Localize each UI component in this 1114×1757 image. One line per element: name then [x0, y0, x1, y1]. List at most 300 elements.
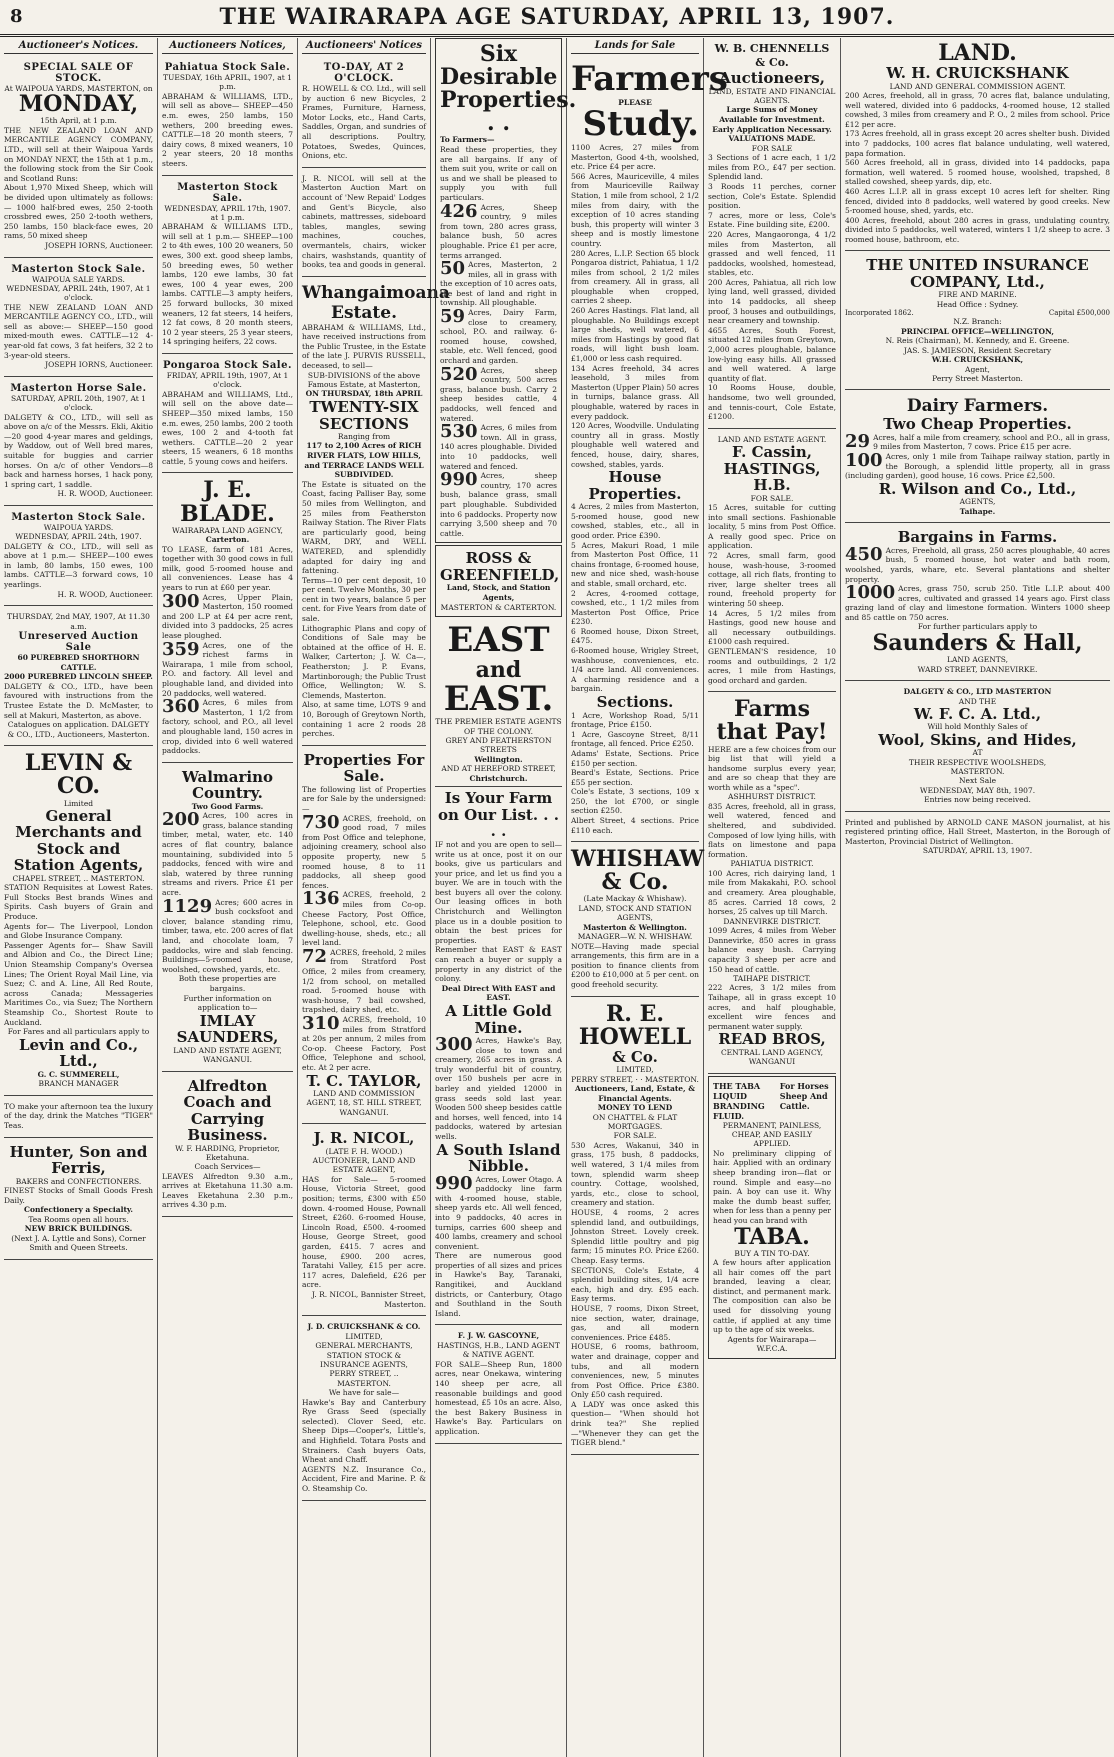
dairy-title: Dairy Farmers.	[906, 396, 1049, 417]
blade-sub: WAIRARAPA LAND AGENCY,	[172, 525, 283, 535]
column-heading: Auctioneers Notices,	[162, 38, 293, 54]
two-cheap-title: Two Cheap Properties.	[883, 415, 1072, 434]
acres-number: 300	[162, 590, 200, 612]
chennells-ad	[708, 38, 836, 429]
column-3	[298, 38, 450, 1757]
east-grey: GREY AND FEATHERSTON STREETS	[445, 736, 552, 755]
imlay-sub: LAND AND ESTATE AGENT, WANGANUI.	[173, 1045, 282, 1065]
acres-number: 730	[302, 811, 340, 833]
printed-by: Printed and published by ARNOLD CANE MASON journalist, at his registered printing office, Hall Street, Masterton, in the Borough of Masterton, Provincial District of Wellington.	[845, 817, 1110, 846]
levin-tagline: General Merchants and Stock and Station Agents,	[13, 806, 144, 875]
newspaper-title: THE WAIRARAPA AGE SATURDAY, APRIL 13, 1907.	[219, 4, 895, 30]
united-insurance-ad	[845, 253, 1110, 390]
page-number: 8	[10, 6, 23, 27]
nicol-title: J. R. NICOL,	[313, 1129, 415, 1148]
six-title: Six Desirable Properties. . .	[440, 41, 577, 137]
whishaw-manager: MANAGER—W. N. WHISHAW.	[577, 932, 693, 942]
levin-manager: G. C. SUMMERELL,	[37, 1069, 120, 1079]
publication-date: SATURDAY, APRIL 13, 1907.	[922, 846, 1033, 856]
nz-branch: N.Z. Branch:	[953, 317, 1002, 327]
blade-listing: 359 Acres, one of the richest farms in Wairarapa, 1 mile from school, P.O. and factory. All level and ploughable land, and divided into 20 paddocks, well watered.	[162, 638, 293, 698]
ad-heading: Masterton Stock Sale.	[177, 181, 278, 204]
property-listing: 300 Acres, Hawke's Bay, close to town and creamery, 265 acres in grass. A truly wonderful bit of country, over 150 bushels per acre in barley and yielded 12000 in grass seeds sold last year. Wooden 500 sheep besides cattle and horses, well fenced, into 14 paddocks, watered by artesian wells.	[435, 1034, 562, 1141]
principal-office: PRINCIPAL OFFICE—WELLINGTON,	[901, 326, 1054, 336]
ad-heading: Masterton Stock Sale.	[11, 511, 146, 523]
wilson-agents: AGENTS,	[959, 497, 996, 507]
chennells-sub: Auctioneers,	[719, 69, 825, 88]
east-title-1: EAST	[447, 619, 550, 660]
cassin-ad	[708, 431, 836, 693]
ad-date: WEDNESDAY, APRIL 24th, 1907.	[15, 532, 142, 542]
next-date: WEDNESDAY, MAY 8th, 1907.	[919, 785, 1036, 795]
property-listing: 520 Acres, sheep country, 500 acres grass, balance bush. Carry 2 sheep besides cattle, 4 paddocks, well fenced and watered.	[440, 363, 557, 423]
howell-listing: HOUSE, 6 rooms, bathroom, water and drainage, copper and tubs, and all modern conveniences, new, 5 minutes from Post Office. Price £380. Only £50 cash required.	[571, 1342, 699, 1400]
district-heading: PAHIATUA DISTRICT.	[730, 859, 814, 869]
howell-for-sale: FOR SALE.	[613, 1131, 657, 1141]
masterton: MASTERTON.	[950, 767, 1005, 776]
ross-greenfield-ad	[435, 545, 562, 617]
district-heading: TAIHAPE DISTRICT.	[733, 974, 811, 984]
farm-listing: 1100 Acres, 27 miles from Masterton, Good 4-th, woolshed, etc. Price £4 per acre.	[571, 142, 699, 172]
farm-listing: 260 Acres Hastings. Flat land, all ploughable. No Buildings except large sheds, well watered, 6 miles from Hastings by good flat roads, will light bush loam. £1,000 or less cash required.	[571, 306, 699, 364]
blade-title: J. E. BLADE.	[180, 477, 275, 527]
acres-number: 136	[302, 888, 340, 910]
cruickshank-list: Hawke's Bay and Canterbury Rye Grass Seed (specially selected). Clover Seed, etc. Sheep Dips—Cooper's, Little's, and Highfield. Totara Posts and Strainers. Cash buyers Oats, Wheat and Chaff.	[302, 1397, 426, 1465]
farmers-title: Farmers	[571, 59, 728, 99]
whangaimoana-ad	[302, 279, 450, 746]
ad-day: MONDAY,	[18, 91, 139, 118]
property-listing: 530 Acres, 6 miles from town. All in grass, 140 acres ploughable. Divided into 10 paddocks, well watered and fenced.	[440, 421, 557, 471]
section-listing: 1 Acre, Workshop Road, 5/11 frontage, Price £150.	[571, 710, 699, 730]
cruickshank-agents: AGENTS N.Z. Insurance Co., Accident, Fire and Marine. P. & O. Steamship Co.	[302, 1464, 426, 1493]
column-6	[704, 38, 841, 1757]
blade-place: Carterton.	[205, 535, 250, 545]
property-listing: 72 ACRES, freehold, 2 miles from Stratford Post Office, 2 miles from creamery, 1/2 from school, on metalled road. 5-roomed house with wash-house, 7 bail cowshed, trapshed, dairy shed, etc.	[302, 945, 426, 1015]
cassin-title: F. Cassin,	[732, 443, 812, 462]
sections-title: Sections.	[596, 693, 674, 712]
ross-sub: Land, Stock, and Station Agents,	[446, 583, 551, 602]
dairy-listing: 29 Acres, half a mile from creamery, school and P.O., all in grass, 9 miles from Masterton, 7 cows. Price £15 per acre.	[845, 430, 1110, 452]
house-listing: 2 Acres, 4-roomed cottage, cowshed, etc., 1 1/2 miles from Masterton Post Office, Price £230.	[571, 588, 699, 627]
special-sale-ad	[4, 58, 153, 258]
howell-address: PERRY STREET, · · MASTERTON.	[571, 1074, 699, 1084]
south-island-title: A South Island Nibble.	[436, 1140, 561, 1176]
howell-sub: Auctioneers, Land, Estate, & Financial Agents.	[574, 1083, 696, 1103]
howell-ad	[571, 999, 699, 1455]
alfredton-owner: W. F. HARDING, Proprietor, Eketahuna.	[175, 1143, 280, 1162]
ad-place: WAIPOUA SALE YARDS.	[32, 274, 125, 284]
acres-number: 72	[302, 945, 328, 967]
whangaimoana-sections: TWENTY-SIX SECTIONS	[309, 398, 419, 433]
directors: N. Reis (Chairman), M. Kennedy, and E. Greene.	[885, 336, 1070, 346]
columns	[0, 38, 1114, 1757]
wool-sales-ad	[845, 683, 1110, 812]
cruickshank-co-ad	[302, 1318, 426, 1500]
property-listing: 730 ACRES, freehold, on good road, 7 miles from Post Office and telephone, adjoining creamery, school also opposite property, new 5 roomed house, 8 to 11 paddocks, all sheep good fences.	[302, 811, 426, 890]
nicol-list: HAS for Sale— 5-roomed House, Victoria Street, good position; terms, £300 with £50 down. 4-roomed House, Pownall Street, £260. 6-roomed House, Lincoln Road, £500. 4-roomed House, George Street, good garden, £415. 7 acres and house, £900. 200 acres, Taratahi Valley, £15 per acre. 117 acres, Dalefield, £26 per acre.	[302, 1174, 426, 1290]
walmarino-ad	[162, 765, 293, 1072]
cruickshank-title: W. H. CRUICKSHANK	[886, 64, 1069, 83]
gascoyne-ad	[435, 1327, 562, 1443]
ad-signature: H. R. WOOD, Auctioneer.	[57, 589, 153, 599]
masterton-sale-ad	[162, 178, 293, 354]
property-listing: 310 ACRES, freehold, 10 miles from Stratford at 20s per annum, 2 miles from Co-op. Cheese Factory, Post Office, Telephone and school, etc. At 2 per acre.	[302, 1013, 426, 1072]
nicol-late: (LATE F. H. WOOD.)	[325, 1146, 403, 1156]
property-listing: 136 ACRES, freehold, 2 miles from Co-op. Cheese Factory, Post Office, Telephone, school, etc. Good dwelling-house, sheds, etc.; all level land.	[302, 888, 426, 948]
ad-line: 2000 PUREBRED LINCOLN SHEEP.	[4, 672, 153, 682]
farms-body: HERE are a few choices from our big list that will yield a handsome surplus every year, and are so cheap that they are worth while as a "spec".	[708, 744, 836, 792]
land-listing: 200 Acres, freehold, all in grass, 70 acres flat, balance undulating, well watered, divided into 6 paddocks, 4-roomed house, 12 stalled cowshed, 3 miles from creamery and P. O., 2 miles from school. Price £12 per acre.	[845, 90, 1110, 129]
ad-catalogues: Catalogues on application. DALGETY & CO., LTD., Auctioneers, Masterton.	[7, 720, 150, 739]
next-sale: Next Sale	[958, 776, 997, 786]
dairy-farmers-ad	[845, 392, 1110, 523]
properties-title: Properties For Sale.	[303, 750, 425, 786]
read-bros-sub: CENTRAL LAND AGENCY, WANGANUI	[720, 1047, 824, 1067]
acres-number: 426	[440, 200, 478, 222]
column-1	[0, 38, 158, 1757]
column-2	[158, 38, 298, 1757]
ad-heading: TO-DAY, AT 2 O'CLOCK.	[323, 62, 405, 84]
six-properties-ad	[435, 38, 577, 543]
ad-heading: Masterton Horse Sale.	[10, 382, 147, 394]
respective: THEIR RESPECTIVE WOOLSHEDS,	[908, 757, 1047, 767]
hunter-sub: BAKERS and CONFECTIONERS.	[15, 1176, 142, 1186]
ad-heading: Pahiatua Stock Sale.	[164, 62, 291, 73]
united-row	[845, 309, 1110, 317]
taba-permanent: PERMANENT, PAINLESS, CHEAP, AND EASILY APPLIED.	[722, 1120, 822, 1149]
district-heading: ASHHURST DISTRICT.	[728, 792, 816, 802]
column-heading: Lands for Sale	[571, 38, 699, 54]
purebred-sale-ad	[4, 608, 153, 746]
column-heading: Auctioneers' Notices	[302, 38, 426, 54]
farm-listing: 100 Acres, rich dairying land, 1 mile from Makakahi, P.O. school and creamery. Area ploughable, 85 acres. Carried 18 cows, 2 horses, 25 calves up till March.	[708, 868, 836, 917]
cruickshank-sub: LAND AND GENERAL COMMISSION AGENT.	[889, 81, 1066, 91]
acres-number: 520	[440, 363, 478, 385]
ad-line: 60 PUREBRED SHORTHORN CATTLE.	[17, 653, 140, 672]
whangaimoana-body: ABRAHAM & WILLIAMS, Ltd., have received instructions from the Public Trustee, in the Estate of the late J. PURVIS RUSSELL, deceased, to sell—	[302, 322, 426, 371]
property-listing: 426 Acres, Sheep country, 9 miles from town, 280 acres grass, balance bush, 50 acres ploughable. Price £1 per acre, terms arranged.	[440, 200, 557, 260]
properties-ad	[302, 748, 426, 1124]
levin-address: CHAPEL STREET, .. MASTERTON.	[12, 873, 145, 883]
nicol-ad	[302, 1126, 426, 1316]
hunter-brick: NEW BRICK BUILDINGS.	[24, 1224, 133, 1234]
walmarino-listing: 200 Acres, 100 acres in grass, balance standing timber, metal, water, etc. 140 acres of flat country, balance mountaining, subdivided into 5 paddocks, fenced with wire and slab, watered by three running streams and rivers. Price £1 per acre.	[162, 809, 293, 898]
ad-place: WAIPOUA YARDS.	[43, 522, 114, 532]
east-hereford: AND AT HEREFORD STREET,	[441, 764, 556, 774]
whangaimoana-acres: 117 to 2,100 Acres of RICH RIVER FLATS, LOW HILLS, and TERRACE LANDS WELL SUBDIVIDED.	[304, 441, 424, 480]
whangaimoana-date: ON THURSDAY, 18th APRIL	[305, 389, 423, 399]
at: AT	[972, 748, 983, 758]
cruickshank-title: J. D. CRUICKSHANK & CO.	[307, 1322, 421, 1332]
east-deal: Deal Direct With EAST and EAST.	[441, 983, 556, 1003]
land-listing: 173 Acres freehold, all in grass except 20 acres shelter bush. Divided into 7 paddocks, 100 acres flat balance undulating, well watered, papa formation.	[845, 129, 1110, 158]
house-listing: 5 Acres, Makuri Road, 1 mile from Masterton Post Office, 11 chains frontage, 6-roomed house, new and nice shed, wash-house and stable, small orchard, etc.	[571, 540, 699, 588]
howell-listing: 530 Acres, Wakanui, 340 in grass, 175 bush, 8 paddocks, well watered, 3 1/4 miles from town, splendid warm sheep country. Cottage, woolshed, yards, etc., close to school, creamery and station.	[571, 1140, 699, 1208]
united-incorporated: Incorporated 1862.	[845, 309, 914, 318]
whishaw-note: NOTE—Having made special arrangements, this firm are in a position to finance clients from £200 to £10,000 at 5 per cent. on good freehold security.	[571, 941, 699, 989]
east-numerous: There are numerous good properties of all sizes and prices in Hawke's Bay, Taranaki, Rangitikei, and Auckland districts, or Canterbury, Otago and Southland in the South Island.	[435, 1251, 562, 1318]
taba-ad	[708, 1076, 836, 1359]
cruickshank-sub: GENERAL MERCHANTS, STATION STOCK & INSURANCE AGENTS,	[315, 1341, 413, 1369]
whangaimoana-desc: The Estate is situated on the Coast, facing Palliser Bay, some 50 miles from Wellington, and 25 miles from Featherston Railway Station. The River Flats are particularly good, being WARM, DRY, and WELL WATERED, and splendidly adapted for dairy ing and fattening.	[302, 479, 426, 576]
section-listing: Adams' Estate, Sections. Price £150 per section.	[571, 748, 699, 768]
alfredton-services: Coach Services—	[194, 1162, 261, 1172]
masterton-sale-ad	[4, 260, 153, 377]
howell-limited: LIMITED,	[616, 1065, 654, 1075]
chennells-listing: 7 acres, more or less, Cole's Estate. Fine building site, £200.	[708, 210, 836, 230]
dalgety-title: DALGETY & CO., LTD MASTERTON	[903, 686, 1052, 696]
east-wellington: Wellington.	[474, 754, 523, 764]
ad-date: SATURDAY, APRIL 20th, 1907, At 1 o'clock.	[11, 393, 146, 413]
chennells-title: W. B. CHENNELLS & Co.	[714, 42, 830, 70]
levin-company: Levin and Co., Ltd.,	[18, 1035, 139, 1071]
wh-cruickshank: W.H. CRUICKSHANK,	[931, 354, 1024, 364]
acres-number: 200	[162, 809, 200, 831]
cassin-listing: 72 Acres, small farm, good house, wash-house, 3-roomed cottage, all rich flats, fronting to river, large shelter trees all round, freehold property for wintering 50 sheep.	[708, 551, 836, 608]
pahiatua-sale-ad	[162, 58, 293, 176]
ad-body: R. HOWELL & CO. Ltd., will sell by auction 6 new Bicycles, 2 Frames, Furniture, Harness, Motor Locks, etc., Hand Carts, Saddles, Organ, and sundries of all descriptions. Poultry, Potatoes, Swedes, Quinces, Onions, etc.	[302, 84, 426, 161]
section-listing: 1 Acre, Gascoyne Street, 8/11 frontage, all fenced. Price £250.	[571, 729, 699, 749]
united-title: THE UNITED INSURANCE COMPANY, Ltd.,	[866, 256, 1089, 291]
hunter-title: Hunter, Son and Ferris,	[9, 1142, 148, 1178]
chennells-listing: 10 Rooms House, double, handsome, two well grounded, and tennis-court, Cole Estate, £1200.	[708, 383, 836, 422]
cassin-head: LAND AND ESTATE AGENT.	[717, 434, 827, 444]
house-properties-title: House Properties.	[588, 468, 682, 503]
acres-number: 50	[440, 258, 466, 280]
gascoyne-title: F. J. W. GASCOYNE,	[457, 1331, 540, 1341]
acres-number: 1000	[845, 582, 896, 604]
walmarino-sub: Two Good Farms.	[191, 801, 264, 811]
divider	[435, 786, 562, 787]
farm-listing: 1099 Acres, 4 miles from Weber Dannevirke, 850 acres in grass balance easy bush. Carrying capacity 3 sheep per acre and 150 head of cattle.	[708, 926, 836, 974]
alfredton-coach-ad	[162, 1074, 293, 1218]
acres-number: 530	[440, 421, 478, 443]
levin-title: LEVIN & CO.	[24, 750, 133, 800]
acres-number: 300	[435, 1034, 473, 1055]
acres-number: 59	[440, 306, 466, 328]
to-farmers: To Farmers—	[440, 135, 495, 145]
walmarino-listing: 1129 Acres; 600 acres in bush cocksfoot and clover, balance standing rimu, timber, tawa, etc. 200 acres of flat land, and chocolate loam, 7 paddocks, wire and slab fencing. Buildings—5-roomed house, woolshed, cowshed, yards, etc.	[162, 895, 293, 974]
east-and-east-ad	[435, 619, 562, 1326]
farm-listing: 120 Acres, Woodville. Undulating country all in grass. Mostly ploughable well watered and fenced, house, dairy, shares, cowshed, stables, yards.	[571, 421, 699, 469]
farms-title: Farms that Pay!	[716, 696, 828, 746]
pongaroa-sale-ad	[162, 356, 293, 474]
whishaw-late: (Late Mackay & Whishaw).	[583, 894, 687, 904]
section-listing: Cole's Estate, 3 sections, 109 x 250, the lot £700, or single section £250.	[571, 787, 699, 816]
acres-number: 990	[440, 469, 478, 491]
wool-title: Wool, Skins, and Hides,	[878, 730, 1077, 749]
ross-address: MASTERTON & CARTERTON.	[440, 602, 557, 612]
blade-listing: 360 Acres, 6 miles from Masterton, 1 1/2 from factory, school, and P.O., all level and ploughable land, 150 acres in crop, divided into 6 well watered paddocks.	[162, 696, 293, 756]
east-title-2: EAST.	[443, 678, 554, 719]
dairy-listing: 100 Acres, only 1 mile from Taihape railway station, partly in the Borough, a splendid little property, all in grass (including garden), good house, 16 cows. Price £2,500.	[845, 449, 1110, 481]
howell-listing: HOUSE, 7 rooms, Dixon Street, nice section, water, drainage, gas, and all modern conveniences. Price £485.	[571, 1303, 699, 1342]
whishaw-sub: LAND, STOCK AND STATION AGENTS,	[578, 903, 692, 923]
house-listing: 4 Acres, 2 miles from Masterton, 5-roomed house, good new cowshed, stables, etc., all in good order. Price £390.	[571, 502, 699, 540]
wh-agent: Agent,	[965, 364, 990, 374]
house-listing: 6-Roomed house, Wrigley Street, washhouse, conveniences, etc. 1/4 acre land. All conveniences. A charming residence and a bargain.	[571, 646, 699, 694]
ad-date: TUESDAY, 16th APRIL, 1907, at 1 p.m.	[163, 73, 292, 92]
whangaimoana-terms: Terms—10 per cent deposit, 10 per cent. Twelve Months, 30 per cent in two years, balance 5 per cent. for Five Years from date of sale.	[302, 575, 426, 624]
ad-heading: Pongaroa Stock Sale.	[163, 359, 292, 371]
acres-number: 450	[845, 543, 883, 565]
cassin-listing: 15 Acres, suitable for cutting into small sections. Fashionable locality, 5 mins from Post Office. A really good spec. Price on application.	[708, 503, 836, 551]
ad-date: 15th April, at 1 p.m.	[40, 116, 117, 126]
taba-right: For Horses Sheep And Cattle.	[779, 1080, 829, 1111]
howell-title: R. E. HOWELL	[578, 1000, 692, 1050]
chennells-listing: 3 Roods 11 perches, corner section, Cole's Estate. Splendid position.	[708, 181, 836, 211]
secretary: JAS. S. JAMIESON, Resident Secretary	[903, 345, 1052, 355]
will-hold: Will hold Monthly Sales of	[927, 722, 1028, 732]
ad-body: DALGETY & CO., LTD., have been favoured with instructions from the Trustee Estate the D. McMaster, to sell at Makuri, Masterton, as above.	[4, 681, 153, 720]
imlay-title: IMLAY SAUNDERS,	[176, 1011, 279, 1047]
farmers-study-ad	[571, 58, 728, 842]
whishaw-ad	[571, 844, 705, 996]
united-capital: Capital £500,000	[1048, 309, 1110, 318]
ad-date: THURSDAY, 2nd MAY, 1907, At 11.30 a.m.	[7, 612, 150, 631]
chennells-listing: 220 Acres, Mangaoronga, 4 1/2 miles from Masterton, all grassed and well fenced, 11 paddocks, woolshed, homestead, stables, etc.	[708, 229, 836, 278]
taba-word: TABA.	[734, 1223, 810, 1250]
land-listing: 560 Acres freehold, all in grass, divided into 14 paddocks, papa formation, well watered. 5 roomed house, woolshed, trapshed, 8 stalled cowshed, sheep yards, dip, etc.	[845, 158, 1110, 187]
column-4	[431, 38, 577, 1757]
whangaimoana-sub: SUB-DIVISIONS of the above Famous Estate, at Masterton,	[307, 370, 421, 390]
taba-body: No preliminary clipping of hair. Applied with an ordinary sheep branding iron—flat or round. Simple and easy—no pain. A boy can use it. Why make the dumb beast suffer, when for less than a penny per head you can brand with	[713, 1148, 831, 1225]
cassin-for-sale: FOR SALE.	[750, 493, 794, 503]
taba-header	[713, 1081, 831, 1121]
east-remember: Remember that EAST & EAST can reach a buyer or supply a property in any district of the colony.	[435, 945, 562, 984]
gascoyne-body: FOR SALE—Sheep Run, 1800 acres, near Onekawa, wintering 140 sheep per acre, all reasonable buildings and good homestead, £5 10s an acre. Also, the best Bakery Business in Hawke's Bay. Particulars on application.	[435, 1359, 562, 1436]
imlay-info: Further information on application to—	[183, 993, 272, 1013]
bargains-title: Bargains in Farms.	[897, 528, 1058, 547]
acres-number: 1129	[162, 895, 213, 917]
property-listing: 50 Acres, Masterton, 2 miles, all in grass with the exception of 10 acres oats, the best of land and right in township. All ploughable.	[440, 258, 557, 308]
cruickshank-for: We have for sale—	[328, 1388, 400, 1397]
imprint	[845, 814, 1110, 862]
cassin-listing: GENTLEMAN'S residence, 10 rooms and outbuildings, 2 1/2 acres, 1 mile from Hastings, good orchard and garden.	[708, 646, 836, 685]
walmarino-title: Walmarino Country.	[181, 767, 274, 803]
gascoyne-sub: HASTINGS, H.B., LAND AGENT & NATIVE AGENT.	[437, 1341, 560, 1360]
levin-passenger: Passenger Agents for— Shaw Savill and Albion and Co., the Direct Line; Union Steamship Company's Oversea Lines; The Orient Royal Mail Line, via Suez; C. and A. Line, All Red Route, across Canada; Messageries Maritimes Co., via Suez; The Northern Steamship Co., Shortest Route to Auckland.	[4, 940, 153, 1027]
ad-body: DALGETY & CO., LTD., will sell as above at 1 p.m.— SHEEP—100 ewes in lamb, 80 lambs, 150 ewes, 100 lambs. CATTLE—3 forward cows, 10 yearlings.	[4, 541, 153, 590]
little-gold-title: A Little Gold Mine.	[445, 1002, 552, 1037]
tiger-tea-ad	[4, 1098, 153, 1138]
waipoua-sale-ad	[4, 508, 153, 606]
ad-signature: H. R. WOOD, Auctioneer.	[57, 489, 153, 499]
farmers-please: PLEASE	[618, 97, 652, 107]
levin-body: STATION Requisites at Lowest Rates. Full Stocks Best brands Wines and Spirits. Cash buyers of Grain and Produce.	[4, 883, 153, 922]
chennells-listing: 3 Sections of 1 acre each, 1 1/2 miles from P.O., £47 per section. Splendid land.	[708, 153, 836, 182]
nicol-foot: J. R. NICOL, Bannister Street, Masterton.	[311, 1289, 426, 1309]
section-listing: Beard's Estate, Sections. Price £55 per section.	[571, 768, 699, 787]
acres-number: 359	[162, 638, 200, 660]
farm-listing: 280 Acres, L.I.P. Section 65 block Pongaroa district, Pahiatua, 1 1/2 miles from school, 2 1/2 miles from creamery. All in grass, all ploughable when cropped, carries 2 sheep.	[571, 248, 699, 306]
ad-signature: JOSEPH IORNS, Auctioneer.	[45, 240, 153, 250]
wfca-title: W. F. C. A. Ltd.,	[913, 704, 1042, 723]
united-sub: FIRE AND MARINE.	[938, 290, 1017, 300]
hunter-ad	[4, 1140, 153, 1260]
properties-intro: The following list of Properties are for Sale by the undersigned:—	[302, 784, 426, 813]
entries: Entries now being received.	[924, 795, 1031, 805]
farm-listing: 566 Acres, Mauriceville, 4 miles from Mauriceville Railway Station, 1 mile from school, 2 1/2 miles from dairy, with the exception of 10 acres standing bush, this property will winter 3 sheep and is mostly limestone country.	[571, 171, 699, 248]
money-to-lend: MONEY TO LEND	[597, 1103, 673, 1113]
read-bros-title: READ BROS,	[718, 1030, 826, 1049]
whishaw-address: Masterton & Wellington.	[583, 922, 687, 932]
cassin-place: HASTINGS, H.B.	[723, 459, 821, 495]
saunders-title: Saunders & Hall,	[872, 630, 1083, 657]
bargain-listing: 450 Acres, Freehold, all grass, 250 acres ploughable, 40 acres bush, 5 roomed house, hot water and bath room, woolshed, yards, whare, etc. Several plantations and shelter property.	[845, 543, 1110, 584]
ad-heading: SPECIAL SALE OF STOCK.	[23, 62, 134, 84]
levin-ad	[4, 748, 153, 1095]
blade-listing: 300 Acres, Upper Plain, Masterton, 150 roomed and 200 L.P at £4 per acre rent, divided into 3 paddocks, 25 acres lease ploughed.	[162, 590, 293, 640]
further-particulars: For further particulars apply to	[917, 622, 1038, 632]
is-your-body: IF not and you are open to sell—write us at once, post it on our books, give us particulars and your price, and let us find you a buyer. We are in touch with the best buyers all over the colony. Our leasing offices in both Christchurch and Wellington place us in a double position to obtain the best prices for properties.	[435, 839, 562, 945]
section-listing: Albert Street, 4 sections. Price £110 each.	[571, 816, 699, 835]
saunders-address: WARD STREET, DANNEVIRKE.	[917, 664, 1038, 674]
hunter-finest: FINEST Stocks of Small Goods Fresh Daily.	[4, 1185, 153, 1205]
land-title: LAND.	[938, 40, 1017, 66]
howell-co: & Co.	[612, 1047, 658, 1066]
cruickshank-ltd: LIMITED,	[345, 1331, 383, 1341]
property-listing: 59 Acres, Dairy Farm, close to creamery, school, P.O. and railway. 6-roomed house, cowshed, stable, etc. Well fenced, good orchard and garden.	[440, 306, 557, 366]
ad-body: ABRAHAM and WILLIAMS, Ltd., will sell on the above date— SHEEP—350 mixed lambs, 150 e.m. ewes, 250 lambs, 200 2 tooth ewes, 100 2 and 4-tooth fat wethers. CATTLE—20 2 year steers, 15 weaners, 6 18 months cattle, 5 young cows and heifers.	[162, 389, 293, 466]
taba-left: THE TABA LIQUID BRANDING FLUID.	[713, 1080, 765, 1121]
farm-listing: 134 Acres freehold, 34 acres leasehold, 3 miles from Masterton (Upper Plain) 50 acres in turnips, balance grass. All ploughable, watered by races in every paddock.	[571, 363, 699, 421]
ad-stock: About 1,970 Mixed Sheep, which will be divided upon ultimately as follows:— 1000 half-bred ewes, 250 2-tooth crossbred ewes, 250 2-tooth wethers, 250 lambs, 150 black-face ewes, 20 rams, 50 mixed sheep	[4, 183, 153, 241]
alfredton-title: Alfredton Coach and Carrying Business.	[183, 1076, 272, 1144]
east-premier: THE PREMIER ESTATE AGENTS OF THE COLONY.	[435, 717, 562, 736]
taylor-title: T. C. TAYLOR,	[306, 1071, 422, 1090]
walmarino-foot: Both these properties are bargains.	[178, 974, 277, 993]
united-office: Head Office : Sydney.	[936, 299, 1019, 309]
is-your-farm: Is Your Farm on Our List. . . . .	[438, 789, 559, 841]
tiger-body: TO make your afternoon tea the luxury of the day, drink the Matches "TIGER" Teas.	[4, 1101, 153, 1130]
levin-limited: Limited	[63, 798, 94, 808]
howell-listing: SECTIONS, Cole's Estate, 4 splendid building sites, 1/4 acre each, high and dry. £95 each. Easy terms.	[571, 1265, 699, 1304]
hunter-tea: Tea Rooms open all hours.	[28, 1214, 129, 1224]
house-listing: 6 Roomed house, Dixon Street, £475.	[571, 626, 699, 646]
ad-heading: Masterton Stock Sale.	[11, 263, 146, 275]
blade-ad	[162, 475, 293, 762]
column-7	[841, 38, 1114, 1757]
whangaimoana-title: Whangaimoana Estate.	[302, 282, 450, 323]
cruickshank-land-ad	[845, 38, 1110, 251]
ad-signature: JOSEPH IORNS, Auctioneer.	[45, 360, 153, 370]
alfredton-times: LEAVES Alfredton 9.30 a.m., arrives at Eketahuna 11.30 a.m. Leaves Eketahuna 2.30 p.m., arrives 4.30 p.m.	[162, 1171, 293, 1210]
ad-body: THE NEW ZEALAND LOAN AND MERCANTILE AGENCY COMPANY, LTD., will sell at their Waipoua Yards on MONDAY NEXT, the 15th at 1 p.m., the following stock from the Sir Cook and Scotland Runs:	[4, 125, 153, 183]
chennells-listing: 200 Acres, Pahiatua, all rich low lying land, well grassed, divided into 14 paddocks, all sheep proof, 3 houses and outbuildings, near creamery and township.	[708, 277, 836, 326]
cassin-listing: 14 Acres, 5 1/2 miles from Hastings, good new house and all necessary outbuildings. £1000 cash required.	[708, 608, 836, 647]
ad-heading: Unreserved Auction Sale	[18, 631, 139, 653]
levin-fares: For Fares and all particulars apply to	[7, 1027, 150, 1037]
farmers-study: Study.	[582, 104, 699, 145]
bargains-ad	[845, 525, 1110, 681]
howell-today-ad	[302, 58, 426, 168]
cruickshank-address: PERRY STREET, .. MASTERTON.	[329, 1369, 399, 1388]
taylor-sub: LAND AND COMMISSION AGENT, 18, ST. HILL STREET, WANGANUI.	[306, 1089, 422, 1117]
saunders-sub: LAND AGENTS,	[946, 655, 1009, 665]
whangaimoana-plans: Lithographic Plans and copy of Conditions of Sale may be obtained at the office of H. E. Walker, Carterton; J. W. Ca—, Featherston; J. P. Evans, Martinborough; the Public Trust Office, Wellington; W. S. Clemends, Masterton.	[302, 623, 426, 700]
taba-agent: Agents for Wairarapa—W.F.C.A.	[727, 1334, 817, 1354]
chennells-listing: 4655 Acres, South Forest, situated 12 miles from Greytown, 2,000 acres ploughable, balance low-lying easy hills. All grassed and well watered. A large quantity of flat.	[708, 325, 836, 383]
horse-sale-ad	[4, 379, 153, 506]
chennells-large: Large Sums of Money Available for Investment. Early Application Necessary. VALUATIONS MADE.	[712, 105, 832, 144]
acres-number: 100	[845, 449, 883, 471]
money-sub: ON CHATTEL & FLAT MORTGAGES.	[592, 1112, 678, 1132]
ad-body: J. R. NICOL will sell at the Masterton Auction Mart on account of 'New Repaid' Lodges and Gent's Bicycle, also cabinets, mattresses, sideboard tables, mangles, sewing machines, couches, overmantels, chairs, wicker chairs, washstands, quantity of books, tea and goods in general.	[302, 173, 426, 270]
wilson-title: R. Wilson and Co., Ltd.,	[878, 479, 1077, 498]
property-listing: 990 Acres, Lower Otago. A paddocky line farm with 4-roomed house, stable, sheep yards etc. All well fenced, into 9 paddocks, 40 acres in turnips, carries 600 sheep and 400 lambs, creamery and school convenient.	[435, 1172, 562, 1251]
land-listing: 400 Acres, freehold, about 280 acres in grass, undulating country, divided into 5 paddocks, well watered, winters 1 1/2 sheep to acre. 3 roomed house, bathroom, etc.	[845, 215, 1110, 244]
